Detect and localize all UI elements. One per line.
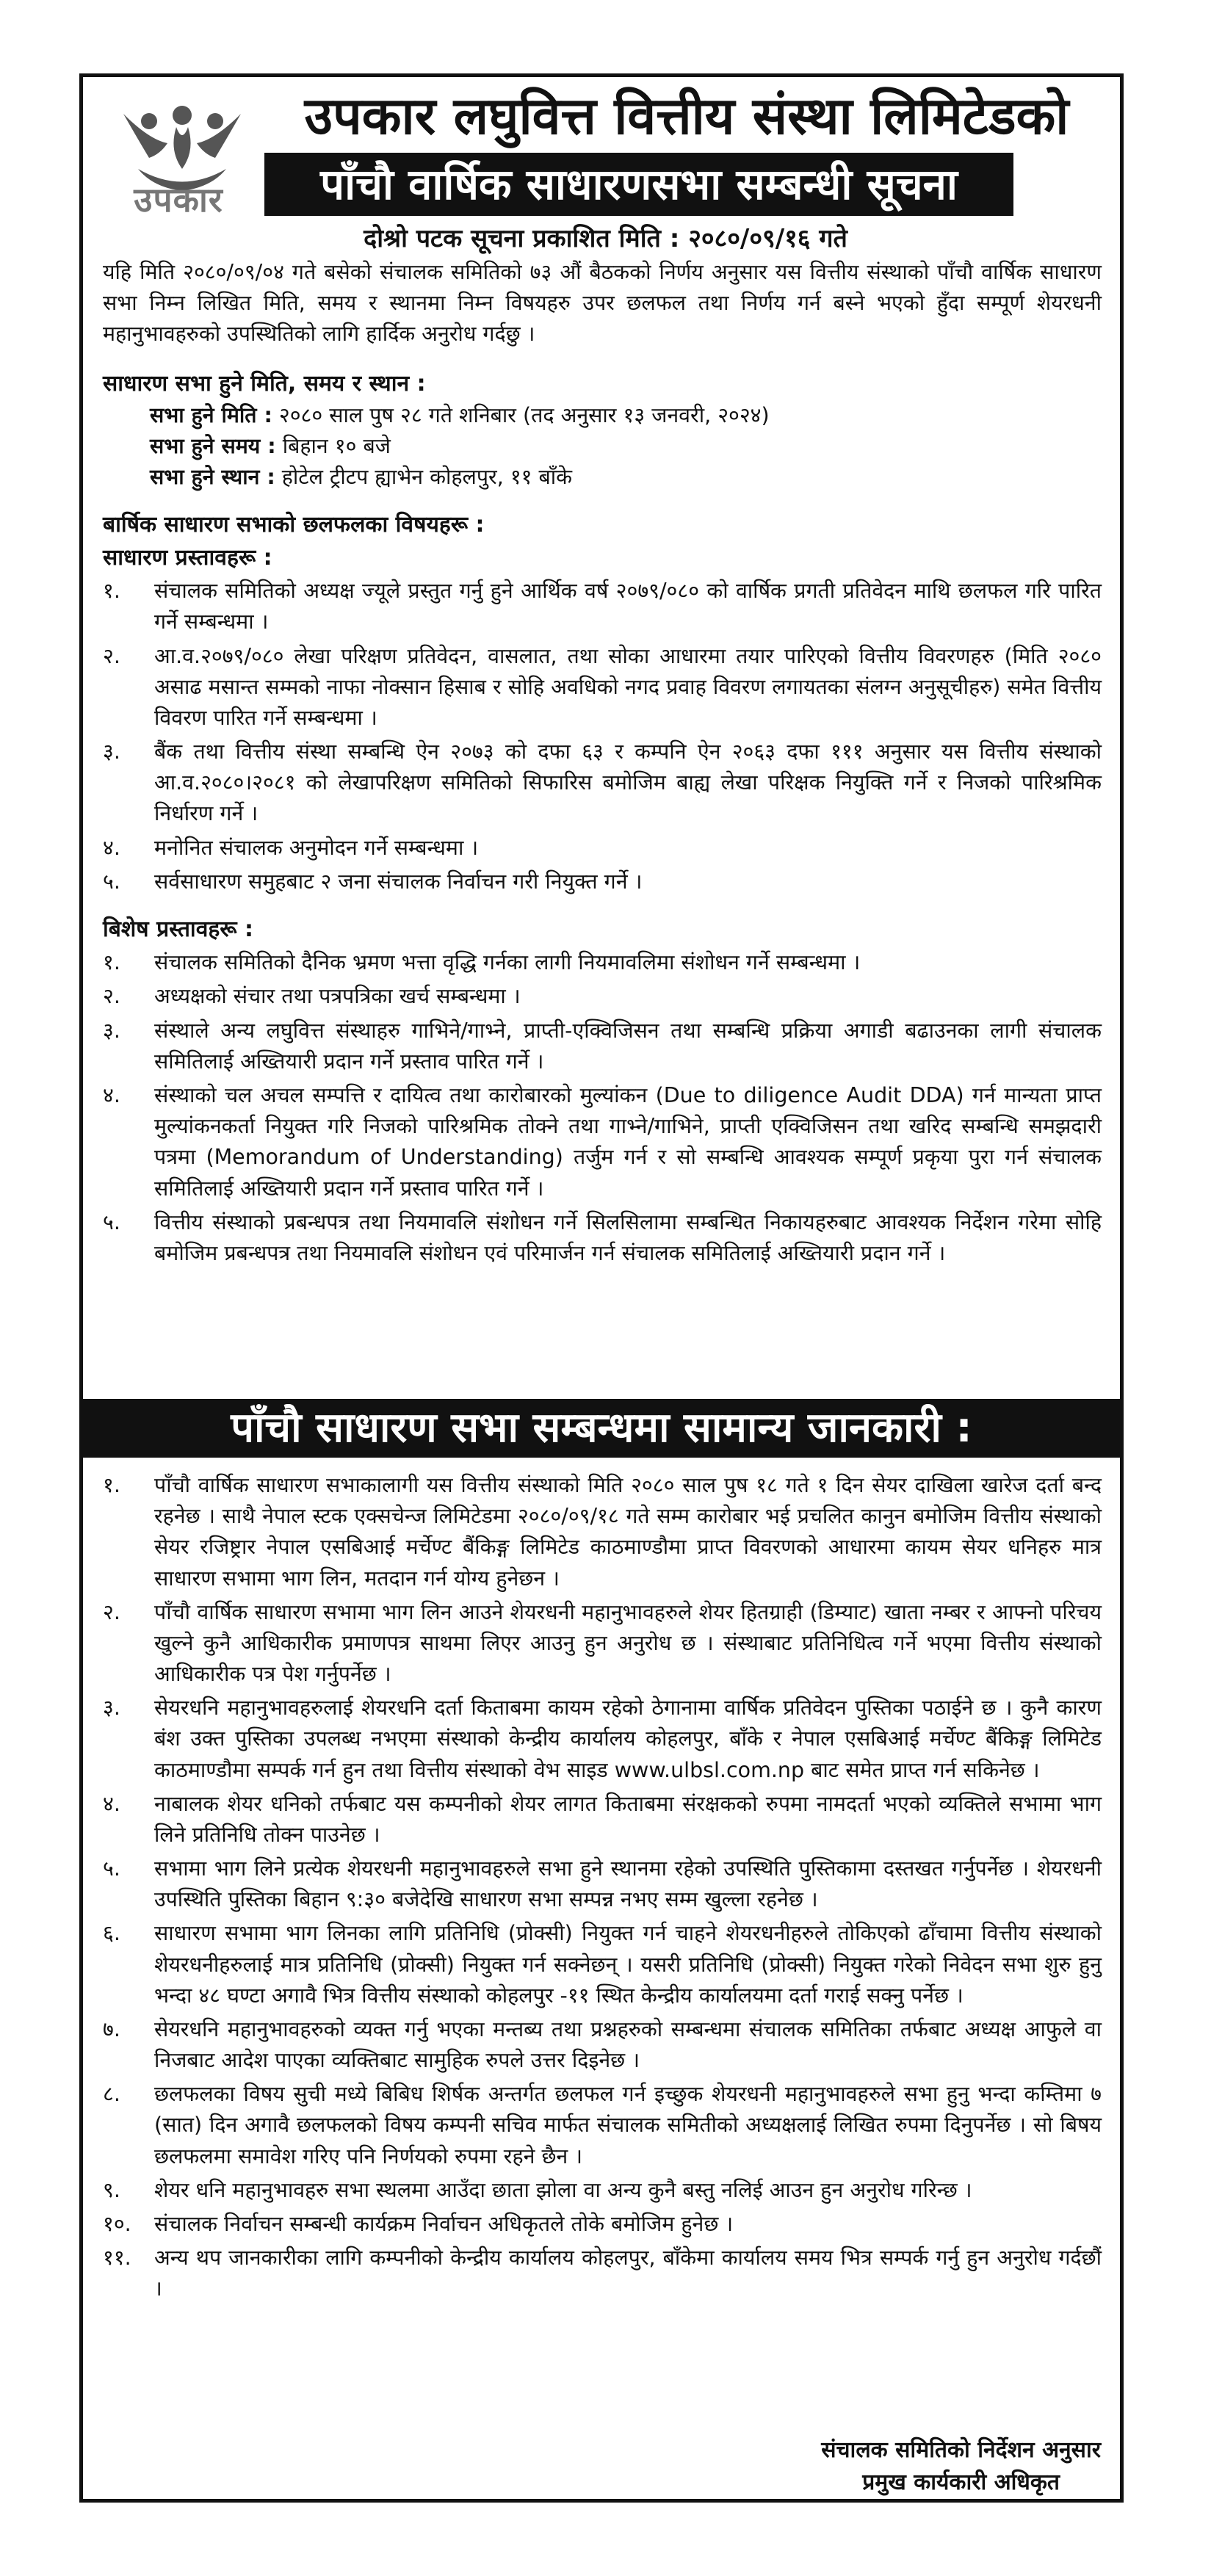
item-text: साधारण सभामा भाग लिनका लागि प्रतिनिधि (प्रोक्सी) नियुक्त गर्न चाहने शेयरधनीहरुले तोकिएको ढाँचामा वित्तीय संस्थाको शेयरधनीहरुलाई मात्र प्रतिनिधि (प्रोक्सी) नियुक्त गर्न सक्नेछन् । यसरी प्रतिनिधि (प्रोक्सी) नियुक्त गरेको निवेदन सभा शुरु हुनु भन्दा ४८ घण्टा अगावै भित्र वित्तीय संस्थाको कोहलपुर -११ स्थित केन्द्रीय कार्यालयमा दर्ता गराई सक्नु पर्नेछ । [154,1921,1102,2008]
item-text: आ.व.२०७९/०८० लेखा परिक्षण प्रतिवेदन, वासलात, तथा सोका आधारमा तयार पारिएको वित्तीय विवरणहरु (मिति २०८० असाढ मसान्त सम्मको नाफा नोक्सान हिसाब र सोहि अवधिको नगद प्रवाह विवरण लगायतका संलग्न अनुसूचीहरु) समेत वित्तीय विवरण पारित गर्ने सम्बन्धमा । [154,643,1102,730]
organization-name: उपकार लघुवित्त वित्तीय संस्था लिमिटेडको [304,86,1069,146]
item-text: शेयर धनि महानुभावहरु सभा स्थलमा आउँदा छाता झोला वा अन्य कुनै बस्तु नलिई आउन हुन अनुरोध गरिन्छ । [154,2177,972,2202]
general-info-banner: पाँचौ साधारण सभा सम्बन्धमा सामान्य जानकारी : [83,1399,1120,1458]
item-number: २. [103,984,120,1009]
meeting-date-value: २०८० साल पुष २८ गते शनिबार (तद अनुसार १३ जनवरी, २०२४) [278,402,770,427]
list-item [103,947,1102,978]
item-number: ५. [103,869,120,894]
list-item [103,2175,1102,2206]
general-proposals-list [103,576,1102,897]
special-proposals-list [103,947,1102,1269]
item-number: ७. [103,2016,120,2041]
item-number: ३. [103,739,120,764]
item-text: संचालक निर्वाचन सम्बन्धी कार्यक्रम निर्वाचन अधिकृतले तोके बमोजिम हुनेछ । [154,2211,734,2236]
meeting-details [103,400,1102,493]
list-item [103,866,1102,897]
list-item [103,737,1102,830]
item-number: १. [103,1473,120,1497]
signature-line-title: प्रमुख कार्यकारी अधिकृत [862,2469,1060,2495]
item-text: छलफलका विषय सुची मध्ये बिबिध शिर्षक अन्तर्गत छलफल गर्न इच्छुक शेयरधनी महानुभावहरुले सभा हुनु भन्दा कम्तिमा ७ (सात) दिन अगावै छलफलको विषय कम्पनी सचिव मार्फत संचालक समितीको अध्यक्षलाई लिखित रुपमा दिनुपर्नेछ । सो बिषय छलफलमा समावेश गरिए पनि निर्णयको रुपमा रहने छैन । [154,2082,1102,2168]
item-number: १. [103,579,120,604]
item-number: २. [103,643,120,668]
list-item [103,1918,1102,2011]
item-text: अध्यक्षको संचार तथा पत्रपत्रिका खर्च सम्बन्धमा । [154,984,521,1009]
intro-paragraph: यहि मिति २०८०/०९/०४ गते बसेको संचालक समितिको ७३ औं बैठकको निर्णय अनुसार यस वित्तीय संस्थाको पाँचौ वार्षिक साधारण सभा निम्न लिखित मिति, समय र स्थानमा निम्न विषयहरु उपर छलफल तथा निर्णय गर्न बस्ने भएको हुँदा सम्पूर्ण शेयरधनी महानुभावहरुको उपस्थितिको लागि हार्दिक अनुरोध गर्दछु । [103,260,1102,347]
list-item [103,2079,1102,2172]
item-text: सेयरधनि महानुभावहरुलाई शेयरधनि दर्ता किताबमा कायम रहेको ठेगानामा वार्षिक प्रतिवेदन पुस्तिका पठाईने छ । कुनै कारण बंश उक्त पुस्तिका उपलब्ध नभएमा संस्थाको केन्द्रीय कार्यालय कोहलपुर, बाँके र नेपाल एसबिआई मर्चेण्ट बैंकिङ्ग लिमिटेड काठमाण्डौमा सम्पर्क गर्न हुन तथा वित्तीय संस्थाको वेभ साइड www.ulbsl.com.np बाट समेत प्राप्त गर्न सकिनेछ । [154,1696,1102,1782]
list-item [103,2243,1102,2304]
list-item [103,1080,1102,1204]
list-item [103,1207,1102,1269]
item-text: बैंक तथा वित्तीय संस्था सम्बन्धि ऐन २०७३ को दफा ६३ र कम्पनि ऐन २०६३ दफा १११ अनुसार यस वित्तीय संस्थाको आ.व.२०८०।२०८१ को लेखापरिक्षण समितिको सिफारिस बमोजिम बाह्य लेखा परिक्षक नियुक्ति गर्ने र निजको पारिश्रमिक निर्धारण गर्ने । [154,739,1102,826]
item-text: सेयरधनि महानुभावहरुको व्यक्त गर्नु भएका मन्तब्य तथा प्रश्नहरुको सम्बन्धमा संचालक समितिका तर्फबाट अध्यक्ष आफुले वा निजबाट आदेश पाएका व्यक्तिबाट सामुहिक रुपले उत्तर दिइनेछ । [154,2016,1102,2073]
agenda-heading: बार्षिक साधारण सभाको छलफलका विषयहरू : [103,512,485,538]
list-item [103,981,1102,1012]
list-item [103,2209,1102,2240]
meeting-venue-value: होटेल ट्रीटप ह्याभेन कोहलपुर, ११ बाँके [281,465,573,490]
item-text: सभामा भाग लिने प्रत्येक शेयरधनी महानुभावहरुले सभा हुने स्थानमा रहेको उपस्थिति पुस्तिकामा दस्तखत गर्नुपर्नेछ । शेयरधनी उपस्थिति पुस्तिका बिहान ९:३० बजेदेखि साधारण सभा सम्पन्न नभए सम्म खुल्ला रहनेछ । [154,1856,1102,1912]
item-text: पाँचौ वार्षिक साधारण सभाकालागी यस वित्तीय संस्थाको मिति २०८० साल पुष १८ गते १ दिन सेयर दाखिला खारेज दर्ता बन्द रहनेछ । साथै नेपाल स्टक एक्सचेन्ज लिमिटेडमा २०८०/०९/१८ गते सम्म कारोबार भई प्रचलित कानुन बमोजिम वित्तीय संस्थाको सेयर रजिष्ट्रार नेपाल एसबिआई मर्चेण्ट बैंकिङ्ग लिमिटेड काठमाण्डौमा प्राप्त विवरणको आधारमा कायम सेयर धनिहरु मात्र साधारण सभामा भाग लिन, मतदान गर्न योग्य हुनेछन । [154,1473,1102,1591]
publish-date-line: दोश्रो पटक सूचना प्रकाशित मिति : २०८०/०९/१६ गते [364,224,847,253]
special-proposals-heading: बिशेष प्रस्तावहरू : [103,916,254,942]
meeting-venue-label: सभा हुने स्थान : [150,465,275,490]
item-number: ४. [103,1083,120,1107]
item-text: संस्थाले अन्य लघुवित्त संस्थाहरु गाभिने/गाभ्ने, प्राप्ती-एक्विजिसन तथा सम्बन्धि प्रक्रिया अगाडी बढाउनका लागी संचालक समितिलाई अख्तियारी प्रदान गर्ने प्रस्ताव पारित गर्ने । [154,1018,1102,1074]
list-item [103,1470,1102,1594]
item-number: १. [103,950,120,975]
item-text: संस्थाको चल अचल सम्पत्ति र दायित्व तथा कारोबारको मुल्यांकन (Due to diligence Audit DDA) गर्न मान्यता प्राप्त मुल्यांकनकर्ता नियुक्त गरि निजको पारिश्रमिक तोक्ने तथा गाभ्ने/गाभिने, प्राप्ती एक्विजिसन तथा खरिद सम्बन्धि समझदारी पत्रमा (Memorandum of Understanding) तर्जुम गर्न र सो सम्बन्धि आवश्यक सम्पूर्ण प्रकृया पुरा गर्न संचालक समितिलाई अख्तियारी प्रदान गर्ने प्रस्ताव पारित गर्ने । [154,1083,1102,1201]
meeting-time-value: बिहान १० बजे [282,434,391,459]
notice-title-banner: पाँचौ वार्षिक साधारणसभा सम्बन्धी सूचना [264,153,1013,216]
meeting-venue-row [150,462,1102,493]
item-number: ८. [103,2082,120,2107]
logo-text: उपकार [134,180,223,220]
item-text: सर्वसाधारण समुहबाट २ जना संचालक निर्वाचन गरी नियुक्त गर्ने । [154,869,643,894]
signature-line-directive: संचालक समितिको निर्देशन अनुसार [821,2437,1101,2463]
signature-block [821,2434,1101,2498]
list-item [103,1853,1102,1915]
item-text: संचालक समितिको दैनिक भ्रमण भत्ता वृद्धि गर्नका लागी नियमावलिमा संशोधन गर्ने सम्बन्धमा । [154,950,861,975]
item-number: ५. [103,1856,120,1881]
list-item [103,576,1102,637]
list-item [103,1693,1102,1786]
general-proposals-heading: साधारण प्रस्तावहरू : [103,544,272,571]
item-number: ५. [103,1209,120,1234]
meeting-time-row [150,431,1102,462]
meeting-heading: साधारण सभा हुने मिति, समय र स्थान : [103,370,426,397]
item-text: संचालक समितिको अध्यक्ष ज्यूले प्रस्तुत गर्नु हुने आर्थिक वर्ष २०७९/०८० को वार्षिक प्रगती प्रतिवेदन माथि छलफल गरि पारित गर्ने सम्बन्धमा । [154,579,1102,634]
list-item [103,1597,1102,1690]
item-number: ३. [103,1696,120,1721]
list-item [103,2014,1102,2076]
list-item [103,833,1102,864]
list-item [103,1016,1102,1077]
item-number: ४. [103,1791,120,1816]
general-info-body [103,1469,1102,2307]
item-number: २. [103,1599,120,1624]
item-number: ६. [103,1921,120,1946]
meeting-date-label: सभा हुने मिति : [150,402,272,427]
notice-body [103,257,1102,1272]
general-info-list [103,1470,1102,2304]
item-number: ३. [103,1018,120,1043]
list-item [103,641,1102,734]
meeting-date-row [150,400,1102,431]
item-text: नाबालक शेयर धनिको तर्फबाट यस कम्पनीको शेयर लागत किताबमा संरक्षकको रुपमा नामदर्ता भएको व्यक्तिले सभामा भाग लिने प्रतिनिधि तोक्न पाउनेछ । [154,1791,1102,1847]
item-number: ४. [103,835,120,860]
item-number: ९. [103,2177,120,2202]
item-text: अन्य थप जानकारीका लागि कम्पनीको केन्द्रीय कार्यालय कोहलपुर, बाँकेमा कार्यालय समय भित्र सम्पर्क गर्नु हुन अनुरोध गर्दछौं । [154,2246,1102,2301]
item-text: मनोनित संचालक अनुमोदन गर्ने सम्बन्धमा । [154,835,479,860]
item-number: ११. [103,2246,131,2271]
list-item [103,1789,1102,1850]
meeting-time-label: सभा हुने समय : [150,434,276,459]
item-text: वित्तीय संस्थाको प्रबन्धपत्र तथा नियमावलि संशोधन गर्ने सिलसिलामा सम्बन्धित निकायहरुबाट आवश्यक निर्देशन गरेमा सोहि बमोजिम प्रबन्धपत्र तथा नियमावलि संशोधन एवं परिमार्जन गर्न संचालक समितिलाई अख्तियारी प्रदान गर्ने । [154,1209,1102,1265]
item-text: पाँचौ वार्षिक साधारण सभामा भाग लिन आउने शेयरधनी महानुभावहरुले शेयर हितग्राही (डिम्याट) खाता नम्बर र आफ्नो परिचय खुल्ने कुनै आधिकारीक प्रमाणपत्र साथमा लिएर आउनु हुन अनुरोध छ । संस्थाबाट प्रतिनिधित्व गर्ने भएमा वित्तीय संस्थाको आधिकारीक पत्र पेश गर्नुपर्नेछ । [154,1599,1102,1687]
item-number: १०. [103,2211,131,2236]
